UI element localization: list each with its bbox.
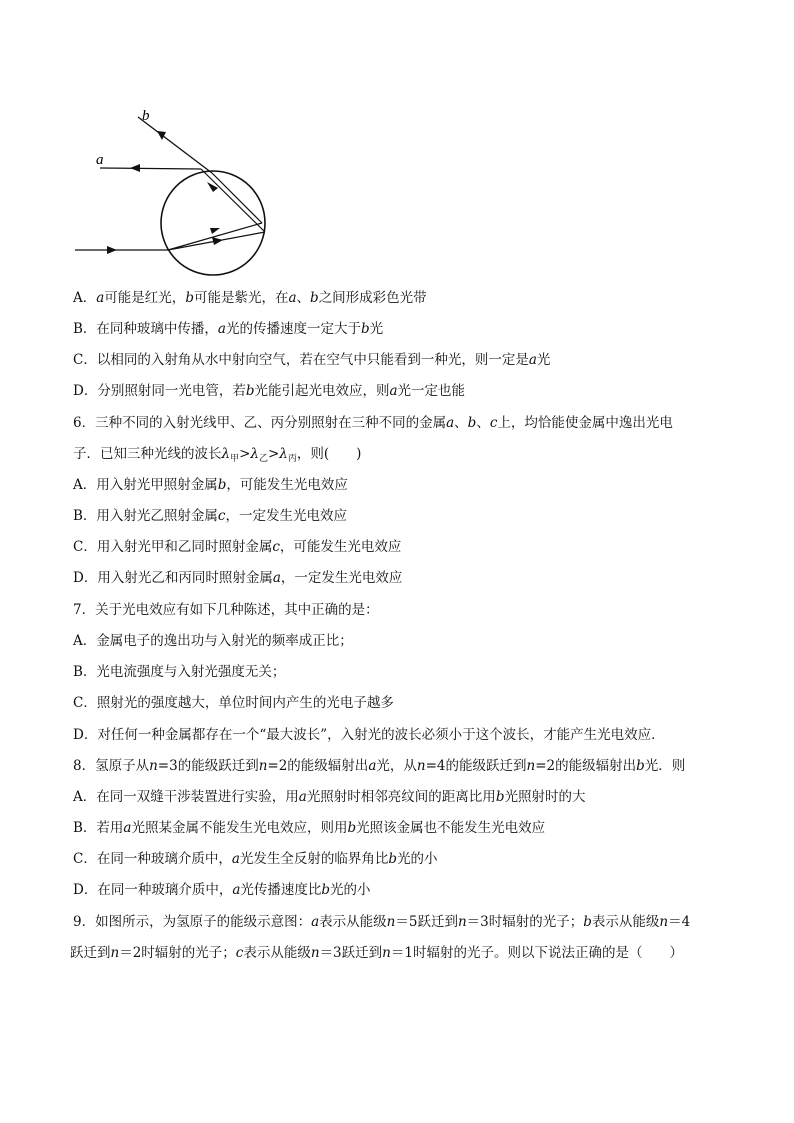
q5-option-a: A．a可能是红光，b可能是紫光，在a、b之间形成彩色光带	[73, 290, 427, 306]
q8-option-a: A．在同一双缝干涉装置进行实验，用a光照射时相邻亮纹间的距离比用b光照射时的大	[73, 789, 586, 805]
q7-option-a: A．金属电子的逸出功与入射光的频率成正比；	[73, 633, 353, 649]
q9-stem-line2: 跃迁到n＝2时辐射的光子；c表示从能级n＝3跃迁到n＝1时辐射的光子。则以下说法正确的是（ ）	[70, 945, 683, 961]
q8-option-b: B．若用a光照某金属不能发生光电效应，则用b光照该金属也不能发生光电效应	[73, 820, 546, 836]
q7-option-d: D．对任何一种金属都存在一个“最大波长”，入射光的波长必须小于这个波长，才能产生光电效应．	[73, 727, 665, 743]
q7-stem: 7．关于光电效应有如下几种陈述，其中正确的是：	[73, 602, 379, 618]
ray-a	[100, 168, 201, 169]
q7-option-c: C．照射光的强度越大，单位时间内产生的光电子越多	[73, 695, 394, 711]
sphere-refraction-figure	[70, 100, 300, 280]
label-b: b	[142, 108, 150, 124]
q6-stem-line2: 子．已知三种光线的波长$\lambda_甲>\lambda_乙>\lambda_丙$，则( )	[73, 446, 362, 464]
ray-b	[138, 117, 212, 173]
q5-option-b: B．在同种玻璃中传播，a光的传播速度一定大于b光	[73, 321, 384, 337]
label-a: a	[96, 152, 104, 168]
q8-option-d: D．在同一种玻璃介质中，a光传播速度比b光的小	[73, 882, 371, 898]
q8-option-c: C．在同一种玻璃介质中，a光发生全反射的临界角比b光的小	[73, 851, 438, 867]
q6-stem-line1: 6．三种不同的入射光线甲、乙、丙分别照射在三种不同的金属a、b、c上，均恰能使金属中逸出光电	[73, 415, 673, 431]
q6-option-c: C．用入射光甲和乙同时照射金属c，可能发生光电效应	[73, 539, 402, 555]
q5-option-d: D．分别照射同一光电管，若b光能引起光电效应，则a光一定也能	[73, 383, 466, 399]
q6-option-d: D．用入射光乙和丙同时照射金属a，一定发生光电效应	[73, 570, 403, 586]
q7-option-b: B．光电流强度与入射光强度无关；	[73, 664, 286, 680]
q9-stem-line1: 9．如图所示，为氢原子的能级示意图：a表示从能级n＝5跃迁到n＝3时辐射的光子；b表示从能级n＝4	[73, 914, 691, 930]
q6-option-b: B．用入射光乙照射金属c，一定发生光电效应	[73, 508, 347, 524]
q6-option-a: A．用入射光甲照射金属b，可能发生光电效应	[73, 477, 348, 493]
q8-stem: 8．氢原子从n=3的能级跃迁到n=2的能级辐射出a光，从n=4的能级跃迁到n=2的能级辐射出b光．则	[73, 758, 686, 774]
q5-option-c: C．以相同的入射角从水中射向空气，若在空气中只能看到一种光，则一定是a光	[73, 352, 551, 368]
